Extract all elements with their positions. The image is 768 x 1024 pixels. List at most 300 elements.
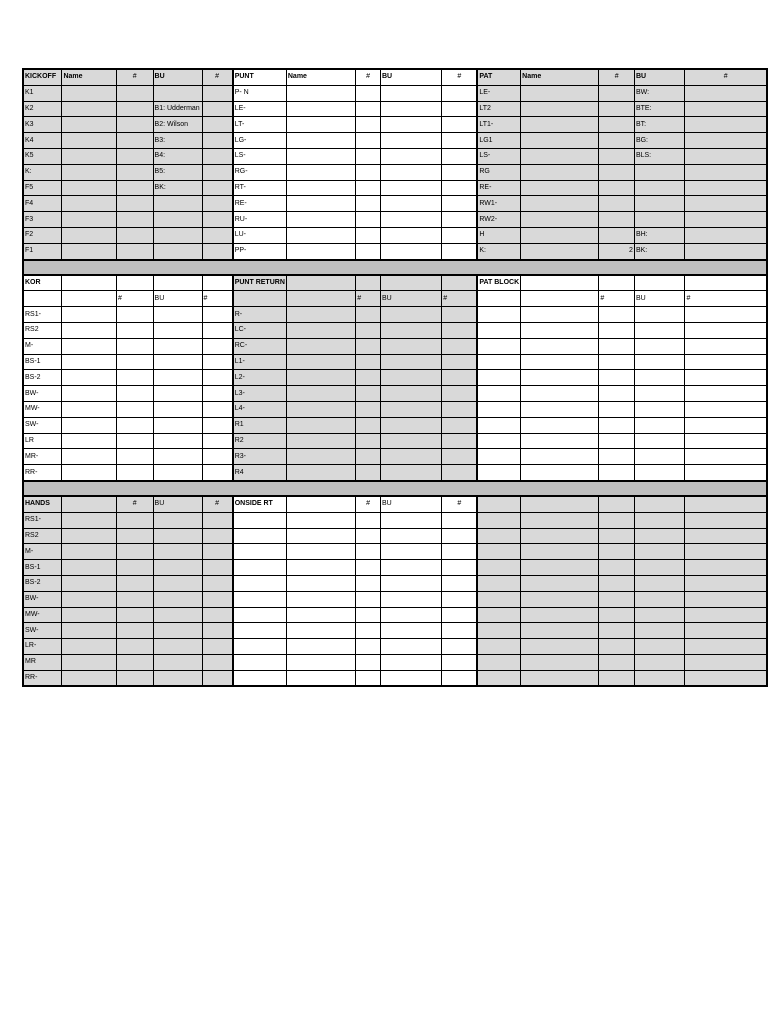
kor-cell bbox=[153, 401, 202, 417]
pat-cell: BTE: bbox=[634, 101, 685, 117]
onside-rt-cell bbox=[442, 591, 478, 607]
blank-section-cell bbox=[599, 575, 635, 591]
punt-cell bbox=[356, 164, 381, 180]
punt-return-cell bbox=[442, 322, 478, 338]
position-row bbox=[23, 465, 767, 481]
pat-cell bbox=[521, 180, 599, 196]
punt-header-cell: BU bbox=[380, 69, 441, 85]
punt-return-cell: L2- bbox=[233, 370, 287, 386]
pat-cell: BW: bbox=[634, 85, 685, 101]
punt-return-cell bbox=[286, 354, 355, 370]
hands-cell bbox=[62, 670, 117, 686]
punt-cell bbox=[380, 196, 441, 212]
section-header-row bbox=[23, 275, 767, 291]
kickoff-cell: F4 bbox=[23, 196, 62, 212]
position-row bbox=[23, 164, 767, 180]
blank-section-cell bbox=[521, 654, 599, 670]
pat-header-cell: # bbox=[685, 69, 767, 85]
pat-block-cell bbox=[477, 370, 520, 386]
blank-section-cell bbox=[685, 560, 767, 576]
special-teams-depth-chart bbox=[22, 68, 768, 687]
kickoff-header-cell: KICKOFF bbox=[23, 69, 62, 85]
position-row bbox=[23, 433, 767, 449]
kor-cell: RS1- bbox=[23, 307, 62, 323]
pat-block-cell bbox=[599, 465, 635, 481]
blank-section-cell bbox=[477, 654, 520, 670]
pat-cell: H bbox=[477, 227, 520, 243]
kor-cell bbox=[62, 322, 117, 338]
onside-rt-cell bbox=[380, 528, 441, 544]
pat-block-cell bbox=[599, 354, 635, 370]
kor-cell bbox=[62, 465, 117, 481]
kor-cell bbox=[153, 449, 202, 465]
onside-rt-cell bbox=[356, 639, 381, 655]
kor-header-cell bbox=[62, 275, 117, 291]
onside-rt-cell bbox=[233, 560, 287, 576]
punt-cell bbox=[380, 85, 441, 101]
punt-return-cell bbox=[442, 338, 478, 354]
punt-return-header-cell bbox=[442, 275, 478, 291]
kor-subheader-cell: BU bbox=[153, 291, 202, 307]
punt-return-cell bbox=[286, 307, 355, 323]
pat-cell bbox=[599, 212, 635, 228]
position-row bbox=[23, 544, 767, 560]
kickoff-cell bbox=[202, 180, 233, 196]
hands-cell bbox=[202, 623, 233, 639]
punt-cell bbox=[380, 227, 441, 243]
punt-cell bbox=[380, 212, 441, 228]
kor-cell bbox=[153, 354, 202, 370]
pat-cell: RE- bbox=[477, 180, 520, 196]
blank-section-cell bbox=[685, 591, 767, 607]
blank-section-cell bbox=[599, 512, 635, 528]
punt-return-cell bbox=[286, 433, 355, 449]
kor-cell bbox=[62, 386, 117, 402]
pat-cell bbox=[599, 101, 635, 117]
onside-rt-header-cell: # bbox=[356, 496, 381, 512]
onside-rt-cell bbox=[442, 623, 478, 639]
pat-block-header-cell: PAT BLOCK bbox=[477, 275, 520, 291]
punt-return-cell bbox=[380, 386, 441, 402]
onside-rt-cell bbox=[380, 591, 441, 607]
punt-cell bbox=[442, 243, 478, 259]
pat-block-cell bbox=[599, 338, 635, 354]
kickoff-cell bbox=[116, 101, 153, 117]
pat-cell: BK: bbox=[634, 243, 685, 259]
kor-cell bbox=[153, 417, 202, 433]
blank-section-cell bbox=[599, 639, 635, 655]
pat-block-cell bbox=[521, 449, 599, 465]
kor-cell: RR- bbox=[23, 465, 62, 481]
kor-cell bbox=[202, 370, 233, 386]
blank-section-cell bbox=[599, 591, 635, 607]
pat-block-cell bbox=[634, 386, 685, 402]
pat-cell bbox=[634, 196, 685, 212]
onside-rt-cell bbox=[442, 607, 478, 623]
punt-cell bbox=[380, 148, 441, 164]
punt-cell bbox=[442, 180, 478, 196]
onside-rt-cell bbox=[380, 575, 441, 591]
punt-cell: RU- bbox=[233, 212, 287, 228]
pat-header-cell: BU bbox=[634, 69, 685, 85]
punt-return-subheader-cell bbox=[233, 291, 287, 307]
pat-cell bbox=[599, 180, 635, 196]
blank-section-cell bbox=[521, 591, 599, 607]
blank-section-cell bbox=[634, 575, 685, 591]
kickoff-cell: K2 bbox=[23, 101, 62, 117]
onside-rt-cell bbox=[380, 512, 441, 528]
blank-section-cell bbox=[685, 607, 767, 623]
hands-cell bbox=[202, 544, 233, 560]
kickoff-cell: B3: bbox=[153, 133, 202, 149]
position-row bbox=[23, 654, 767, 670]
kor-cell bbox=[62, 401, 117, 417]
punt-return-cell bbox=[286, 401, 355, 417]
kor-cell bbox=[62, 307, 117, 323]
section-header-row bbox=[23, 496, 767, 512]
onside-rt-cell bbox=[380, 544, 441, 560]
pat-cell bbox=[685, 180, 767, 196]
blank-section-cell bbox=[477, 623, 520, 639]
kickoff-header-cell: Name bbox=[62, 69, 117, 85]
kickoff-cell bbox=[202, 133, 233, 149]
pat-block-subheader-cell bbox=[477, 291, 520, 307]
kickoff-cell bbox=[153, 85, 202, 101]
section-divider bbox=[23, 260, 767, 275]
punt-cell bbox=[286, 101, 355, 117]
pat-block-subheader-cell: BU bbox=[634, 291, 685, 307]
pat-block-subheader-cell: # bbox=[599, 291, 635, 307]
kor-header-cell bbox=[153, 275, 202, 291]
pat-block-cell bbox=[634, 370, 685, 386]
pat-block-subheader-cell: # bbox=[685, 291, 767, 307]
kor-cell: RS2 bbox=[23, 322, 62, 338]
kickoff-cell: B1: Udderman bbox=[153, 101, 202, 117]
punt-return-cell: LC- bbox=[233, 322, 287, 338]
pat-block-cell bbox=[521, 433, 599, 449]
punt-header-cell: # bbox=[356, 69, 381, 85]
onside-rt-cell bbox=[356, 607, 381, 623]
kickoff-cell bbox=[116, 196, 153, 212]
hands-cell bbox=[153, 639, 202, 655]
section-header-row bbox=[23, 69, 767, 85]
punt-return-cell bbox=[286, 338, 355, 354]
onside-rt-cell bbox=[356, 575, 381, 591]
kickoff-cell bbox=[116, 180, 153, 196]
pat-cell: BH: bbox=[634, 227, 685, 243]
punt-cell bbox=[380, 164, 441, 180]
punt-cell: PP- bbox=[233, 243, 287, 259]
blank-section-cell bbox=[477, 639, 520, 655]
punt-cell bbox=[356, 180, 381, 196]
hands-cell bbox=[62, 528, 117, 544]
kickoff-cell bbox=[153, 212, 202, 228]
kor-cell: BW- bbox=[23, 386, 62, 402]
punt-return-header-cell bbox=[356, 275, 381, 291]
pat-cell bbox=[599, 148, 635, 164]
pat-block-cell bbox=[477, 465, 520, 481]
blank-section-cell bbox=[477, 591, 520, 607]
kor-cell bbox=[202, 417, 233, 433]
onside-rt-cell bbox=[442, 654, 478, 670]
punt-cell bbox=[442, 212, 478, 228]
pat-cell bbox=[599, 164, 635, 180]
position-row bbox=[23, 670, 767, 686]
kor-subheader-cell: # bbox=[116, 291, 153, 307]
punt-return-subheader-cell: # bbox=[442, 291, 478, 307]
hands-cell bbox=[153, 607, 202, 623]
pat-cell bbox=[685, 117, 767, 133]
onside-rt-cell bbox=[442, 639, 478, 655]
onside-rt-cell bbox=[442, 670, 478, 686]
onside-rt-cell bbox=[286, 639, 355, 655]
kor-cell bbox=[116, 354, 153, 370]
onside-rt-cell bbox=[233, 512, 287, 528]
pat-block-cell bbox=[521, 307, 599, 323]
kor-cell bbox=[62, 354, 117, 370]
kickoff-cell: K4 bbox=[23, 133, 62, 149]
hands-cell: SW- bbox=[23, 623, 62, 639]
pat-block-cell bbox=[685, 386, 767, 402]
hands-cell bbox=[153, 560, 202, 576]
onside-rt-header-cell: ONSIDE RT bbox=[233, 496, 287, 512]
pat-cell: RW2- bbox=[477, 212, 520, 228]
blank-section-cell bbox=[599, 654, 635, 670]
kor-cell bbox=[153, 386, 202, 402]
hands-header-cell bbox=[62, 496, 117, 512]
punt-return-cell bbox=[380, 433, 441, 449]
onside-rt-cell bbox=[380, 654, 441, 670]
pat-block-cell bbox=[477, 401, 520, 417]
pat-cell bbox=[599, 117, 635, 133]
blank-section-cell bbox=[599, 544, 635, 560]
punt-cell: LE- bbox=[233, 101, 287, 117]
pat-block-cell bbox=[599, 370, 635, 386]
position-row bbox=[23, 322, 767, 338]
pat-block-cell bbox=[521, 417, 599, 433]
onside-rt-cell bbox=[286, 623, 355, 639]
kickoff-cell bbox=[116, 227, 153, 243]
onside-rt-cell bbox=[233, 607, 287, 623]
kor-cell bbox=[116, 386, 153, 402]
kickoff-cell: F2 bbox=[23, 227, 62, 243]
pat-cell: LT1- bbox=[477, 117, 520, 133]
hands-header-cell: BU bbox=[153, 496, 202, 512]
kickoff-cell bbox=[62, 212, 117, 228]
pat-block-cell bbox=[477, 417, 520, 433]
pat-block-cell bbox=[685, 322, 767, 338]
pat-cell: BG: bbox=[634, 133, 685, 149]
pat-block-cell bbox=[634, 354, 685, 370]
pat-cell bbox=[521, 227, 599, 243]
pat-block-cell bbox=[685, 338, 767, 354]
kickoff-cell: F1 bbox=[23, 243, 62, 259]
hands-cell bbox=[116, 670, 153, 686]
kickoff-cell bbox=[202, 117, 233, 133]
punt-return-cell: L1- bbox=[233, 354, 287, 370]
kor-cell bbox=[153, 370, 202, 386]
position-row bbox=[23, 148, 767, 164]
hands-cell bbox=[62, 575, 117, 591]
blank-section-cell bbox=[521, 560, 599, 576]
pat-block-cell bbox=[634, 417, 685, 433]
punt-return-cell bbox=[356, 354, 381, 370]
punt-return-subheader-cell bbox=[286, 291, 355, 307]
punt-return-cell bbox=[286, 465, 355, 481]
pat-block-cell bbox=[685, 401, 767, 417]
onside-rt-cell bbox=[286, 512, 355, 528]
hands-cell bbox=[62, 591, 117, 607]
pat-block-cell bbox=[634, 401, 685, 417]
kor-cell: BS-2 bbox=[23, 370, 62, 386]
kickoff-cell bbox=[202, 148, 233, 164]
punt-cell bbox=[442, 196, 478, 212]
punt-cell bbox=[356, 212, 381, 228]
punt-cell: LT- bbox=[233, 117, 287, 133]
punt-header-cell: PUNT bbox=[233, 69, 287, 85]
pat-block-cell bbox=[634, 433, 685, 449]
kickoff-cell bbox=[62, 117, 117, 133]
onside-rt-cell bbox=[380, 560, 441, 576]
onside-rt-cell bbox=[442, 575, 478, 591]
punt-return-cell bbox=[356, 338, 381, 354]
kor-cell bbox=[116, 370, 153, 386]
hands-cell bbox=[202, 639, 233, 655]
pat-block-subheader-cell bbox=[521, 291, 599, 307]
kor-cell bbox=[202, 465, 233, 481]
kickoff-cell bbox=[116, 117, 153, 133]
punt-cell bbox=[380, 180, 441, 196]
blank-section-cell bbox=[634, 591, 685, 607]
punt-return-subheader-cell: # bbox=[356, 291, 381, 307]
pat-cell bbox=[599, 227, 635, 243]
punt-cell bbox=[286, 212, 355, 228]
pat-cell bbox=[521, 85, 599, 101]
kor-cell bbox=[62, 417, 117, 433]
pat-block-cell bbox=[477, 354, 520, 370]
hands-cell bbox=[116, 607, 153, 623]
hands-cell bbox=[62, 512, 117, 528]
kickoff-cell: F3 bbox=[23, 212, 62, 228]
kor-cell bbox=[116, 338, 153, 354]
punt-return-subheader-cell: BU bbox=[380, 291, 441, 307]
hands-cell: MR bbox=[23, 654, 62, 670]
pat-block-cell bbox=[477, 386, 520, 402]
blank-section-header-cell bbox=[634, 496, 685, 512]
punt-return-cell bbox=[380, 449, 441, 465]
onside-rt-cell bbox=[380, 670, 441, 686]
blank-section-cell bbox=[521, 575, 599, 591]
blank-section-cell bbox=[477, 575, 520, 591]
hands-cell bbox=[202, 654, 233, 670]
hands-cell: RR- bbox=[23, 670, 62, 686]
punt-return-cell: R3- bbox=[233, 449, 287, 465]
blank-section-cell bbox=[685, 639, 767, 655]
pat-cell bbox=[685, 164, 767, 180]
blank-section-cell bbox=[599, 607, 635, 623]
position-row bbox=[23, 607, 767, 623]
onside-rt-cell bbox=[356, 654, 381, 670]
pat-cell bbox=[685, 227, 767, 243]
kor-header-cell: KOR bbox=[23, 275, 62, 291]
pat-cell: LG1 bbox=[477, 133, 520, 149]
hands-cell bbox=[202, 575, 233, 591]
hands-cell bbox=[116, 639, 153, 655]
blank-section-cell bbox=[634, 654, 685, 670]
position-row bbox=[23, 133, 767, 149]
kickoff-cell bbox=[202, 101, 233, 117]
hands-cell: M- bbox=[23, 544, 62, 560]
onside-rt-cell bbox=[286, 670, 355, 686]
onside-rt-cell bbox=[286, 575, 355, 591]
onside-rt-header-cell: BU bbox=[380, 496, 441, 512]
position-row bbox=[23, 512, 767, 528]
pat-block-header-cell bbox=[599, 275, 635, 291]
punt-cell bbox=[442, 133, 478, 149]
punt-cell bbox=[380, 117, 441, 133]
kickoff-cell bbox=[116, 212, 153, 228]
pat-block-cell bbox=[634, 465, 685, 481]
kickoff-cell bbox=[62, 85, 117, 101]
blank-section-cell bbox=[634, 623, 685, 639]
punt-return-cell bbox=[380, 354, 441, 370]
hands-cell bbox=[153, 528, 202, 544]
pat-cell bbox=[685, 196, 767, 212]
kor-cell bbox=[116, 465, 153, 481]
pat-cell bbox=[521, 243, 599, 259]
position-row bbox=[23, 212, 767, 228]
hands-cell bbox=[153, 575, 202, 591]
punt-return-cell bbox=[356, 417, 381, 433]
kor-cell bbox=[62, 433, 117, 449]
hands-header-cell: # bbox=[116, 496, 153, 512]
kickoff-cell: K5 bbox=[23, 148, 62, 164]
blank-section-cell bbox=[685, 512, 767, 528]
kickoff-cell bbox=[116, 133, 153, 149]
onside-rt-cell bbox=[233, 670, 287, 686]
pat-cell bbox=[685, 133, 767, 149]
hands-cell bbox=[202, 528, 233, 544]
hands-header-cell: HANDS bbox=[23, 496, 62, 512]
kickoff-cell: K3 bbox=[23, 117, 62, 133]
punt-return-cell bbox=[442, 307, 478, 323]
kickoff-cell bbox=[62, 164, 117, 180]
kor-cell: MR- bbox=[23, 449, 62, 465]
hands-cell bbox=[153, 591, 202, 607]
hands-cell bbox=[116, 654, 153, 670]
kor-cell bbox=[62, 338, 117, 354]
punt-cell bbox=[380, 101, 441, 117]
kickoff-cell bbox=[62, 101, 117, 117]
onside-rt-cell bbox=[286, 591, 355, 607]
onside-rt-cell bbox=[442, 528, 478, 544]
position-row bbox=[23, 401, 767, 417]
pat-cell bbox=[521, 212, 599, 228]
onside-rt-cell bbox=[233, 654, 287, 670]
onside-rt-cell bbox=[356, 560, 381, 576]
kor-cell: BS-1 bbox=[23, 354, 62, 370]
pat-cell bbox=[521, 164, 599, 180]
hands-cell bbox=[62, 639, 117, 655]
section-divider-bar bbox=[23, 481, 767, 496]
kickoff-cell bbox=[202, 227, 233, 243]
pat-block-cell bbox=[521, 465, 599, 481]
kor-cell: M- bbox=[23, 338, 62, 354]
pat-cell bbox=[521, 101, 599, 117]
punt-cell bbox=[286, 117, 355, 133]
pat-header-cell: Name bbox=[521, 69, 599, 85]
punt-return-cell bbox=[286, 370, 355, 386]
